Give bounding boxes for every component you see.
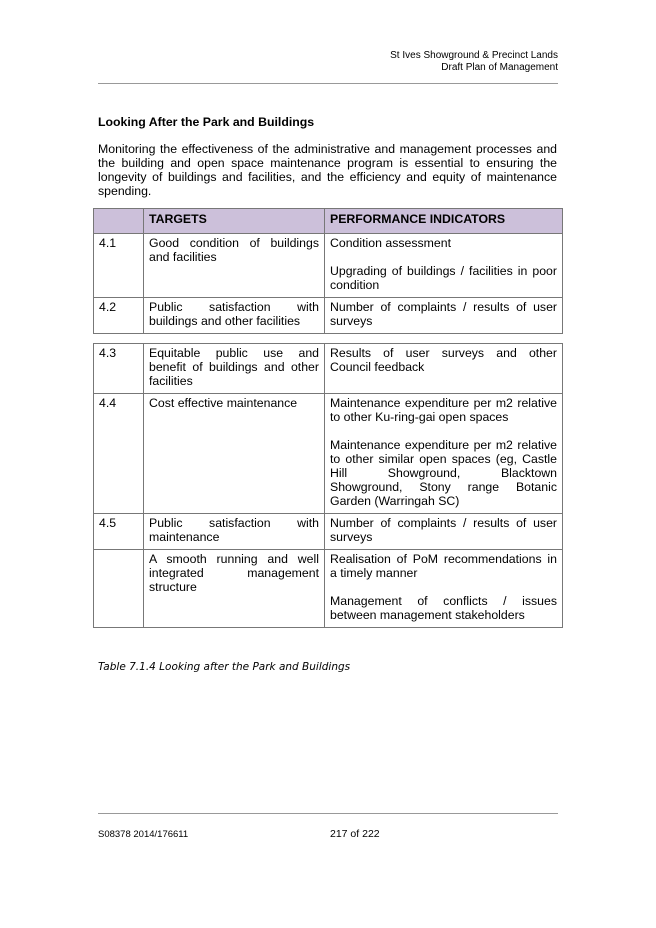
target-number: 4.4 bbox=[94, 394, 144, 514]
target-text: Public satisfaction with maintenance bbox=[144, 514, 325, 550]
indicator-text: Realisation of PoM recommendations in a timely manner bbox=[330, 552, 557, 580]
target-number: 4.5 bbox=[94, 514, 144, 550]
target-number: 4.1 bbox=[94, 234, 144, 298]
indicator-cell bbox=[325, 514, 563, 550]
footer-divider bbox=[98, 813, 558, 814]
target-text: A smooth running and well integrated management structure bbox=[144, 550, 325, 628]
indicator-text: Management of conflicts / issues between management stakeholders bbox=[330, 594, 557, 622]
table-row bbox=[94, 550, 563, 628]
table-caption: Table 7.1.4 Looking after the Park and Buildings bbox=[98, 661, 351, 673]
table-row bbox=[94, 514, 563, 550]
indicator-text: Upgrading of buildings / facilities in poor condition bbox=[330, 264, 557, 292]
performance-table bbox=[93, 208, 563, 628]
target-text: Equitable public use and benefit of buildings and other facilities bbox=[144, 344, 325, 394]
table-row bbox=[94, 298, 563, 334]
target-number: 4.2 bbox=[94, 298, 144, 334]
page-number: 217 of 222 bbox=[330, 828, 380, 840]
table-row bbox=[94, 394, 563, 514]
indicator-cell bbox=[325, 550, 563, 628]
indicator-text: Number of complaints / results of user surveys bbox=[330, 300, 557, 328]
header-subtitle: Draft Plan of Management bbox=[441, 62, 558, 73]
table-row bbox=[94, 234, 563, 298]
indicator-cell bbox=[325, 234, 563, 298]
indicator-text: Number of complaints / results of user surveys bbox=[330, 516, 557, 544]
section-heading: Looking After the Park and Buildings bbox=[98, 115, 315, 129]
indicator-cell bbox=[325, 298, 563, 334]
target-text: Good condition of buildings and facilities bbox=[144, 234, 325, 298]
target-number: 4.3 bbox=[94, 344, 144, 394]
table-row bbox=[94, 344, 563, 394]
table-header-row bbox=[94, 209, 563, 234]
header-title: St Ives Showground & Precinct Lands bbox=[390, 50, 558, 61]
indicator-text: Condition assessment bbox=[330, 236, 451, 250]
target-number bbox=[94, 550, 144, 628]
indicator-text: Maintenance expenditure per m2 relative to other similar open spaces (eg, Castle Hill Showground, Blacktown Showground, Stony range Botanic Garden (Warringah SC) bbox=[330, 438, 557, 508]
indicator-text: Maintenance expenditure per m2 relative to other Ku-ring-gai open spaces bbox=[330, 396, 557, 424]
header-divider bbox=[98, 83, 558, 84]
document-reference: S08378 2014/176611 bbox=[98, 829, 189, 840]
target-text: Public satisfaction with buildings and other facilities bbox=[144, 298, 325, 334]
target-text: Cost effective maintenance bbox=[144, 394, 325, 514]
indicator-cell bbox=[325, 344, 563, 394]
header-cell-targets: TARGETS bbox=[144, 209, 325, 234]
header-cell-indicators: PERFORMANCE INDICATORS bbox=[325, 209, 563, 234]
indicator-text: Results of user surveys and other Council feedback bbox=[330, 346, 557, 374]
section-intro: Monitoring the effectiveness of the administrative and management processes and the building and open space maintenance program is essential to ensuring the longevity of buildings and facilities, and the efficiency and equity of maintenance spending. bbox=[98, 142, 557, 198]
indicator-cell bbox=[325, 394, 563, 514]
header-cell-number bbox=[94, 209, 144, 234]
table-gap bbox=[94, 334, 563, 344]
document-header bbox=[390, 50, 558, 74]
